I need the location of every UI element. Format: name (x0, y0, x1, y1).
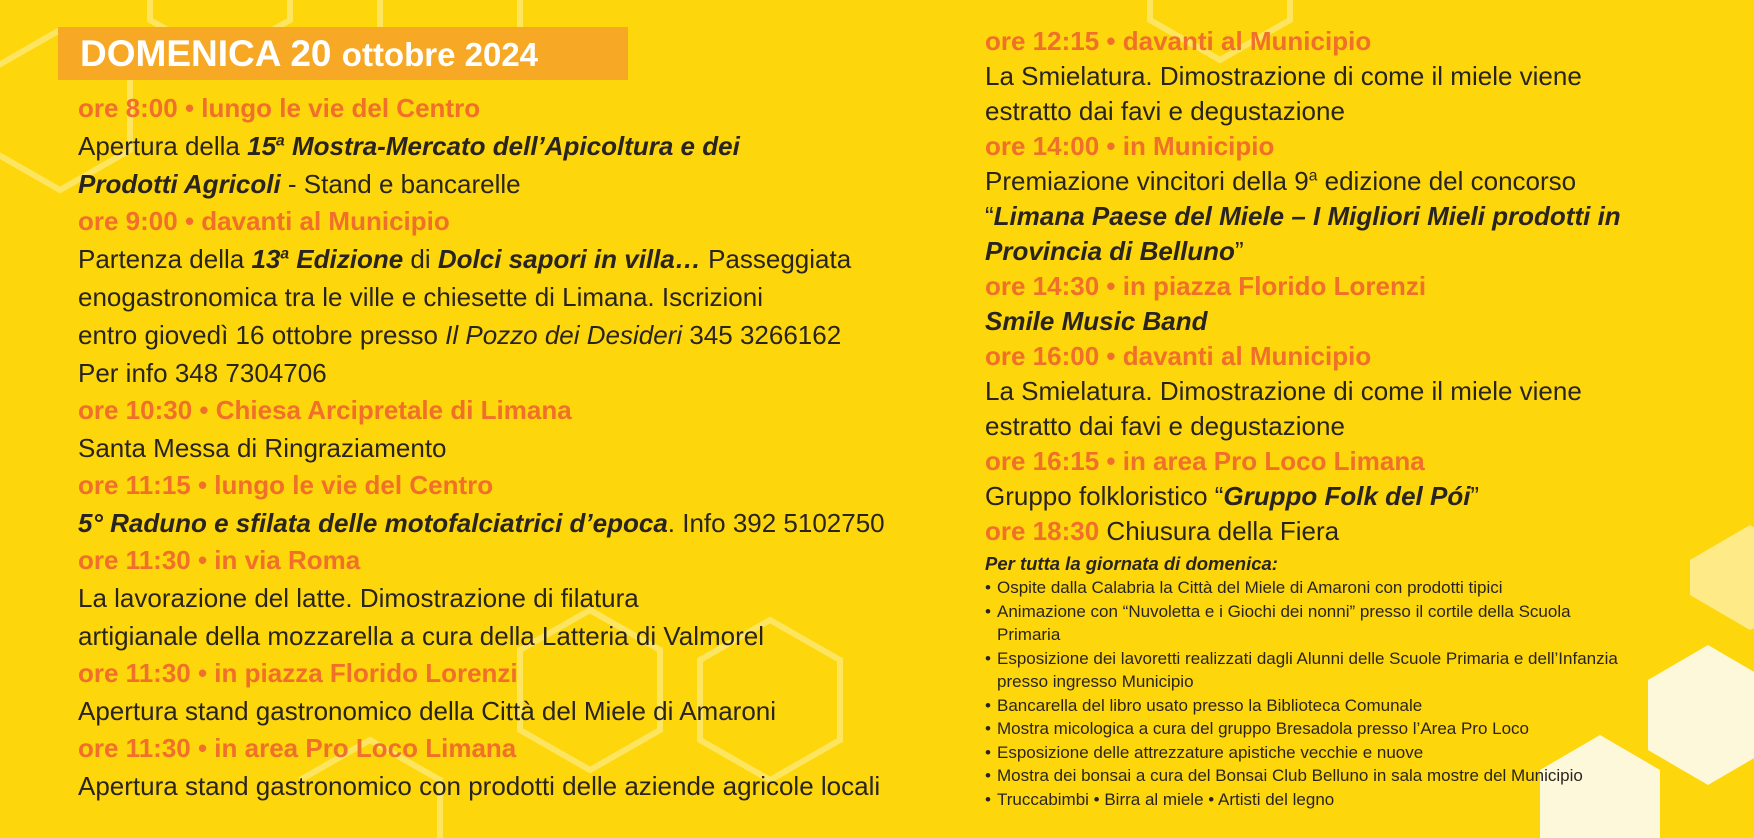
all-day-list (985, 576, 1750, 811)
event-description: “Limana Paese del Miele – I Migliori Mieli prodotti in (985, 201, 1621, 231)
event-description: La Smielatura. Dimostrazione di come il miele viene (985, 61, 1582, 91)
date-banner (58, 27, 628, 80)
event-description: estratto dai favi e degustazione (985, 96, 1345, 126)
event-block (985, 339, 1750, 444)
event-time: ore 16:00 • davanti al Municipio (985, 341, 1372, 371)
event-block (78, 655, 958, 730)
list-item: • Ospite dalla Calabria la Città del Miele di Amaroni con prodotti tipici (985, 576, 1750, 600)
event-description: entro giovedì 16 ottobre presso Il Pozzo dei Desideri 345 3266162 (78, 320, 842, 350)
event-time: ore 10:30 • Chiesa Arcipretale di Limana (78, 395, 572, 425)
event-description: Per info 348 7304706 (78, 358, 327, 388)
event-block (985, 129, 1750, 269)
all-day-section (985, 551, 1750, 811)
list-item: • Esposizione dei lavoretti realizzati dagli Alunni delle Scuole Primaria e dell’Infanzia presso ingresso Municipio (985, 647, 1750, 694)
event-block (985, 269, 1750, 339)
event-description: Chiusura della Fiera (1099, 516, 1340, 546)
event-block (78, 203, 958, 392)
event-description: Smile Music Band (985, 306, 1208, 336)
date-month-year: ottobre 2024 (341, 36, 539, 73)
event-time: ore 9:00 • davanti al Municipio (78, 206, 450, 236)
list-item: • Truccabimbi • Birra al miele • Artisti del legno (985, 788, 1750, 812)
schedule-right-column (985, 24, 1750, 811)
event-description: La Smielatura. Dimostrazione di come il miele viene (985, 376, 1582, 406)
event-description: Prodotti Agricoli - Stand e bancarelle (78, 169, 521, 199)
event-description: Santa Messa di Ringraziamento (78, 433, 447, 463)
event-block (78, 90, 958, 203)
event-time: ore 14:30 • in piazza Florido Lorenzi (985, 271, 1427, 301)
event-time: ore 11:30 • in area Pro Loco Limana (78, 733, 517, 763)
event-block (78, 467, 958, 542)
event-description: La lavorazione del latte. Dimostrazione di filatura (78, 583, 639, 613)
event-time: ore 14:00 • in Municipio (985, 131, 1275, 161)
event-time: ore 11:15 • lungo le vie del Centro (78, 470, 494, 500)
event-time: ore 11:30 • in piazza Florido Lorenzi (78, 658, 518, 688)
event-time: ore 11:30 • in via Roma (78, 545, 361, 575)
list-item: • Mostra micologica a cura del gruppo Bresadola presso l’Area Pro Loco (985, 717, 1750, 741)
event-description: estratto dai favi e degustazione (985, 411, 1345, 441)
event-block (985, 514, 1750, 549)
event-description: 5° Raduno e sfilata delle motofalciatrici d’epoca. Info 392 5102750 (78, 508, 885, 538)
all-day-title: Per tutta la giornata di domenica: (985, 553, 1278, 574)
event-description: Apertura della 15$^a$ Mostra-Mercato dell’Apicoltura e dei (78, 131, 740, 161)
list-item: • Bancarella del libro usato presso la Biblioteca Comunale (985, 694, 1750, 718)
event-description: enogastronomica tra le ville e chiesette di Limana. Iscrizioni (78, 282, 764, 312)
list-item: • Mostra dei bonsai a cura del Bonsai Club Belluno in sala mostre del Municipio (985, 764, 1750, 788)
event-block (985, 444, 1750, 514)
event-description: Provincia di Belluno” (985, 236, 1244, 266)
event-description: Gruppo folkloristico “Gruppo Folk del Pói” (985, 481, 1480, 511)
event-block (78, 542, 958, 655)
event-time: ore 16:15 • in area Pro Loco Limana (985, 446, 1425, 476)
event-time: ore 8:00 • lungo le vie del Centro (78, 93, 481, 123)
event-block (78, 392, 958, 467)
event-description: artigianale della mozzarella a cura della Latteria di Valmorel (78, 621, 764, 651)
event-block (985, 24, 1750, 129)
event-time: ore 18:30 (985, 516, 1100, 546)
event-description: Partenza della 13$^a$ Edizione di Dolci sapori in villa… Passeggiata (78, 244, 852, 274)
list-item: • Esposizione delle attrezzature apistiche vecchie e nuove (985, 741, 1750, 765)
event-description: Apertura stand gastronomico con prodotti delle aziende agricole locali (78, 771, 881, 801)
schedule-left-column (78, 90, 958, 805)
date-day: DOMENICA 20 (80, 33, 332, 74)
list-item: • Animazione con “Nuvoletta e i Giochi dei nonni” presso il cortile della Scuola Primaria (985, 600, 1750, 647)
event-block (78, 730, 958, 805)
event-time: ore 12:15 • davanti al Municipio (985, 26, 1372, 56)
event-description: Premiazione vincitori della 9$^a$ edizione del concorso (985, 166, 1577, 196)
event-description: Apertura stand gastronomico della Città del Miele di Amaroni (78, 696, 777, 726)
